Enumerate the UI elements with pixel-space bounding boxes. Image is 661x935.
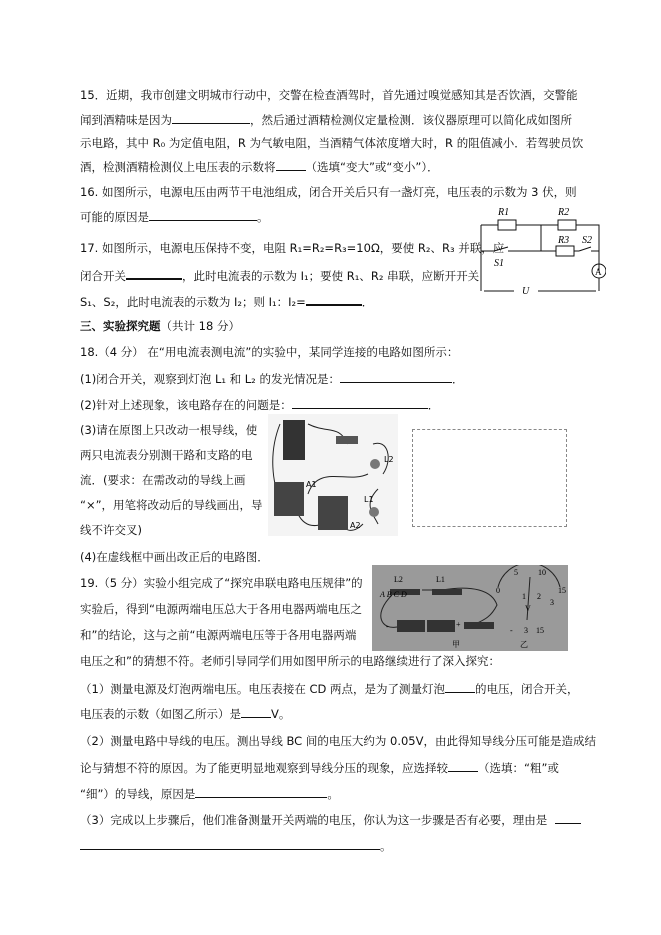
section3-heading xyxy=(80,318,240,334)
answer-blank[interactable] xyxy=(555,811,581,824)
label-ammeter: A xyxy=(595,267,602,277)
q18-part2 xyxy=(80,396,439,413)
q19-line: 实验后，得到“电源两端电压总大于各用电器两端电压之 xyxy=(80,602,362,616)
answer-blank[interactable] xyxy=(80,837,380,850)
terminal-minus: - xyxy=(510,626,513,635)
label-l2: L2 xyxy=(384,455,394,464)
tick-3: 3 xyxy=(550,598,554,607)
answer-blank[interactable] xyxy=(126,266,182,280)
label-yi: 乙 xyxy=(520,640,528,649)
text: ，此时电流表的示数为 I₁；要使 R₁、R₂ 串联，应断开开关 xyxy=(182,269,480,283)
section-score: （共计 18 分） xyxy=(160,319,240,333)
tick-10: 10 xyxy=(538,568,546,577)
q19-part2-cont xyxy=(80,759,559,776)
answer-blank[interactable] xyxy=(445,680,475,693)
q19-part1 xyxy=(80,680,579,697)
text: （1）测量电源及灯泡两端电压。电压表接在 CD 两点，是为了测量灯泡 xyxy=(80,682,446,696)
q19-line: 和”的结论，这与之前“电源两端电压等于各用电器两端 xyxy=(80,628,357,642)
answer-blank[interactable] xyxy=(149,208,257,221)
bulb-l1-holder xyxy=(432,589,462,595)
section-title: 三、实验探究题 xyxy=(80,319,161,333)
resistor-r2 xyxy=(558,220,576,230)
tick-15: 15 xyxy=(558,586,566,595)
text: ． xyxy=(451,372,464,386)
text: 。 xyxy=(327,787,339,801)
q18-part1 xyxy=(80,370,463,387)
q19-part3-cont xyxy=(80,837,392,854)
circuit-photo-q18 xyxy=(268,414,398,536)
answer-blank[interactable] xyxy=(172,111,250,124)
q16-line2 xyxy=(80,208,269,225)
battery xyxy=(397,620,425,632)
battery xyxy=(283,420,305,460)
text: “细”）的导线，原因是 xyxy=(80,787,196,801)
label-s1: S1 xyxy=(494,258,504,269)
label-l1: L1 xyxy=(364,495,374,504)
label-l2: L2 xyxy=(394,575,403,584)
text: ． xyxy=(361,295,374,309)
label-v: V xyxy=(525,604,531,613)
answer-blank[interactable] xyxy=(448,759,478,772)
bulb-l2 xyxy=(370,459,380,469)
text: （选填“变大”或“变小”）． xyxy=(305,160,439,174)
bulb-l1 xyxy=(369,507,379,517)
q19-line: 19.（5 分）实验小组完成了“探究串联电路电压规律”的 xyxy=(80,576,363,590)
q17-line2 xyxy=(80,266,479,284)
text: 。 xyxy=(257,210,269,224)
label-points: A B C D xyxy=(380,590,407,599)
text: ，然后通过酒精检测仪定量检测．该仪器原理可以简化成如图所 xyxy=(250,113,572,127)
answer-blank[interactable] xyxy=(195,785,327,798)
text: 论与猜想不符的原因。为了能更明显地观察到导线分压的现象，应选择较 xyxy=(80,761,448,775)
text: ． xyxy=(427,398,440,412)
answer-blank[interactable] xyxy=(292,396,428,409)
terminal-15: 15 xyxy=(536,626,544,635)
tick-2: 2 xyxy=(537,592,541,601)
label-plus: + xyxy=(456,620,461,629)
answer-dashed-box[interactable] xyxy=(412,429,567,527)
text: （3）完成以上步骤后，他们准备测量开关两端的电压，你认为这一步骤是否有必要，理由是 xyxy=(80,813,548,827)
circuit-diagram-q17 xyxy=(476,203,606,298)
q19-line: 电压之和”的猜想不符。老师引导同学们用如图甲所示的电路继续进行了深入探究： xyxy=(80,654,500,668)
q17-line3 xyxy=(80,292,373,310)
ammeter-a2 xyxy=(318,496,348,530)
tick-0: 0 xyxy=(496,586,500,595)
text: 酒，检测酒精检测仪上电压表的示数将 xyxy=(80,160,276,174)
label-s2: S2 xyxy=(582,235,592,246)
q19-part2: （2）测量电路中导线的电压。测出导线 BC 间的电压大约为 0.05V，由此得知导线分压可能是造成结 xyxy=(80,734,596,748)
text: 电压表的示数（如图乙所示）是 xyxy=(80,707,241,721)
text: 闻到酒精味是因为 xyxy=(80,113,172,127)
text: 闭合开关 xyxy=(80,269,126,283)
switch xyxy=(464,622,494,629)
q15-line4 xyxy=(80,158,439,175)
label-a1: A1 xyxy=(306,480,317,489)
circuit-photo-q19 xyxy=(372,565,568,651)
answer-blank[interactable] xyxy=(276,158,306,171)
answer-blank[interactable] xyxy=(306,292,362,306)
text: V。 xyxy=(271,707,291,721)
resistor-r3 xyxy=(556,246,574,256)
text: (2)针对上述现象，该电路存在的问题是： xyxy=(80,398,292,412)
q17-line1: 17. 如图所示，电源电压保持不变，电阻 R₁=R₂=R₃=10Ω，要使 R₂、R₃ 并联，应 xyxy=(80,241,505,255)
ammeter-a1 xyxy=(274,482,304,516)
text: (1)闭合开关，观察到灯泡 L₁ 和 L₂ 的发光情况是： xyxy=(80,372,340,386)
answer-blank[interactable] xyxy=(241,705,271,718)
label-l1: L1 xyxy=(436,575,445,584)
switch xyxy=(336,436,358,444)
text: S₁、S₂，此时电流表的示数为 I₂；则 I₁：I₂= xyxy=(80,295,306,309)
q18-part3-line: (3)请在原图上只改动一根导线，使 xyxy=(80,423,258,437)
q19-part3 xyxy=(80,811,581,828)
battery xyxy=(427,620,455,632)
terminal-3: 3 xyxy=(524,626,528,635)
q18-part3-line: 线不许交叉) xyxy=(80,523,142,537)
tick-1: 1 xyxy=(522,592,526,601)
q15-line3: 示电路，其中 R₀ 为定值电阻，R 为气敏电阻，当酒精气体浓度增大时，R 的阻值减小．若驾驶员饮 xyxy=(80,136,584,150)
q19-part2-cont xyxy=(80,785,339,802)
label-r2: R2 xyxy=(558,207,570,218)
label-r1: R1 xyxy=(498,207,510,218)
q18-line1: 18.（4 分） 在“用电流表测电流”的实验中，某同学连接的电路如图所示： xyxy=(80,345,459,359)
label-r3: R3 xyxy=(558,235,570,246)
text: （选填：“粗”或 xyxy=(478,761,559,775)
label-jia: 甲 xyxy=(452,640,460,649)
q18-part3-line: 流．(要求：在需改动的导线上画 xyxy=(80,473,246,487)
q15-line2 xyxy=(80,111,572,128)
tick-5: 5 xyxy=(514,568,518,577)
q18-part3-line: “×”，用笔将改动后的导线画出，导 xyxy=(80,498,263,512)
resistor-r1 xyxy=(498,220,516,230)
label-u: U xyxy=(522,286,530,297)
label-a2: A2 xyxy=(350,521,361,530)
q19-part1-cont xyxy=(80,705,290,722)
text: 可能的原因是 xyxy=(80,210,149,224)
q18-part4: (4)在虚线框中画出改正后的电路图． xyxy=(80,550,269,564)
q18-part3-line: 两只电流表分别测干路和支路的电 xyxy=(80,448,253,462)
label-minus: - xyxy=(386,622,389,631)
answer-blank[interactable] xyxy=(340,370,452,383)
q15-line1: 15．近期，我市创建文明城市行动中，交警在检查酒驾时，首先通过嗅觉感知其是否饮酒，交警能 xyxy=(80,88,578,102)
text: 。 xyxy=(380,839,392,853)
q16-line1: 16. 如图所示，电源电压由两节干电池组成，闭合开关后只有一盏灯亮，电压表的示数为 3 伏，则 xyxy=(80,185,577,199)
text: 的电压，闭合开关， xyxy=(475,682,579,696)
